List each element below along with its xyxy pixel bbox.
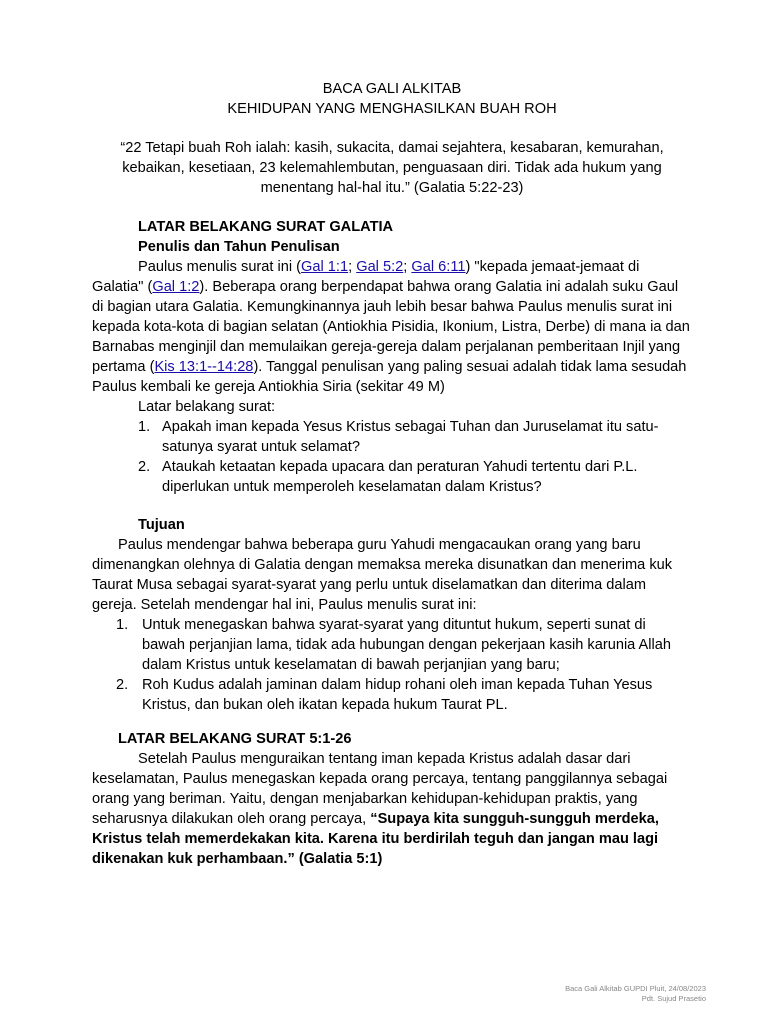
text-run: ). Tanggal penulisan yang paling sesuai adalah tidak lama sesudah Paulus kembali ke gereja Antiokhia Siria (sekitar 49 M): [92, 359, 687, 395]
text-run: ). Beberapa orang berpendapat bahwa orang Galatia ini adalah suku Gaul di bagian utara Galatia. Kemungkinannya jauh lebih besar bahwa Paulus menulis surat ini kepada kota-kota di bagian selatan (Antiokhia Pisidia, Ikonium, Listra, Derbe) di mana ia dan Barnabas menginjil dan memulaikan gereja-gereja dalam perjalanan pemberitaan Injil yang pertama (: [92, 279, 690, 375]
footer-line-2: Pdt. Sujud Prasetio: [641, 994, 706, 1003]
page-footer: [565, 984, 706, 1004]
link-gal-1-2[interactable]: Gal 1:2: [152, 279, 200, 295]
list-item: [92, 675, 692, 715]
background-list: [92, 417, 692, 497]
purpose-paragraph: Paulus mendengar bahwa beberapa guru Yahudi mengacaukan orang yang baru dimenangkan olehnya di Galatia dengan memaksa mereka disunatkan dan menerima kuk Taurat Musa sebagai syarat-syarat yang perlu untuk diselamatkan dan diterima dalam gereja. Setelah mendengar hal ini, Paulus menulis surat ini:: [92, 537, 673, 613]
text-run: ) "kepada jemaat-jemaat di Galatia" (: [92, 259, 640, 295]
link-gal-1-1[interactable]: Gal 1:1: [301, 259, 349, 275]
link-gal-6-11[interactable]: Gal 6:11: [411, 259, 466, 275]
list-text: Untuk menegaskan bahwa syarat-syarat yang dituntut hukum, seperti sunat di bawah perjanjian lama, tidak ada hubungan dengan pekerjaan kasih karunia Allah dalam Kristus untuk keselamatan di bawah perjanjian yang baru;: [142, 617, 672, 673]
list-text: Ataukah ketaatan kepada upacara dan peraturan Yahudi tertentu dari P.L. diperlukan untuk memperoleh keselamatan dalam Kristus?: [162, 459, 638, 495]
list-number: 1.: [138, 419, 151, 435]
section-heading-galatia: LATAR BELAKANG SURAT GALATIA: [138, 219, 394, 235]
list-number: 2.: [116, 677, 129, 693]
author-paragraph: [92, 257, 692, 397]
section-heading-purpose: Tujuan: [138, 517, 185, 533]
list-number: 2.: [138, 459, 151, 475]
link-gal-5-2[interactable]: Gal 5:2: [356, 259, 404, 275]
purpose-list: [92, 615, 692, 715]
list-text: Apakah iman kepada Yesus Kristus sebagai Tuhan dan Juruselamat itu satu-satunya syarat untuk selamat?: [162, 419, 659, 455]
background-label: Latar belakang surat:: [138, 399, 276, 415]
list-text: Roh Kudus adalah jaminan dalam hidup rohani oleh iman kepada Tuhan Yesus Kristus, dan bukan oleh ikatan kepada hukum Taurat PL.: [142, 677, 653, 713]
key-verse-quote: “22 Tetapi buah Roh ialah: kasih, sukacita, damai sejahtera, kesabaran, kemurahan, kebaikan, kesetiaan, 23 kelemahlembutan, penguasaan diri. Tidak ada hukum yang menentang hal-hal itu.” (Galatia 5:22-23): [120, 140, 664, 196]
list-item: [92, 457, 692, 497]
text-run: ;: [348, 259, 357, 275]
bold-quote: “Supaya kita sungguh-sungguh merdeka, Kristus telah memerdekakan kita. Karena itu berdirilah teguh dan jangan mau lagi dikenakan kuk perhambaan.” (Galatia 5:1): [92, 811, 659, 867]
text-run: ;: [403, 259, 412, 275]
text-run: Paulus menulis surat ini (: [138, 259, 302, 275]
subheading-author-date: Penulis dan Tahun Penulisan: [138, 239, 340, 255]
footer-line-1: Baca Gali Alkitab GUPDI Pluit, 24/08/2023: [565, 984, 706, 993]
context-paragraph: [92, 749, 692, 869]
list-number: 1.: [116, 617, 129, 633]
document-title: BACA GALI ALKITAB: [322, 81, 462, 97]
text-run: Setelah Paulus menguraikan tentang iman kepada Kristus adalah dasar dari keselamatan, Paulus menegaskan kepada orang percaya, tentang panggilannya sebagai orang yang beriman. Yaitu, dengan menjabarkan kehidupan-kehidupan praktis, yang seharusnya dilakukan oleh orang percaya,: [92, 751, 668, 827]
list-item: [92, 417, 692, 457]
document-page: [92, 79, 692, 869]
section-heading-5-1-26: LATAR BELAKANG SURAT 5:1-26: [118, 731, 352, 747]
document-subtitle: KEHIDUPAN YANG MENGHASILKAN BUAH ROH: [227, 101, 557, 117]
list-item: [92, 615, 692, 675]
link-kis-13-14[interactable]: Kis 13:1--14:28: [154, 359, 254, 375]
